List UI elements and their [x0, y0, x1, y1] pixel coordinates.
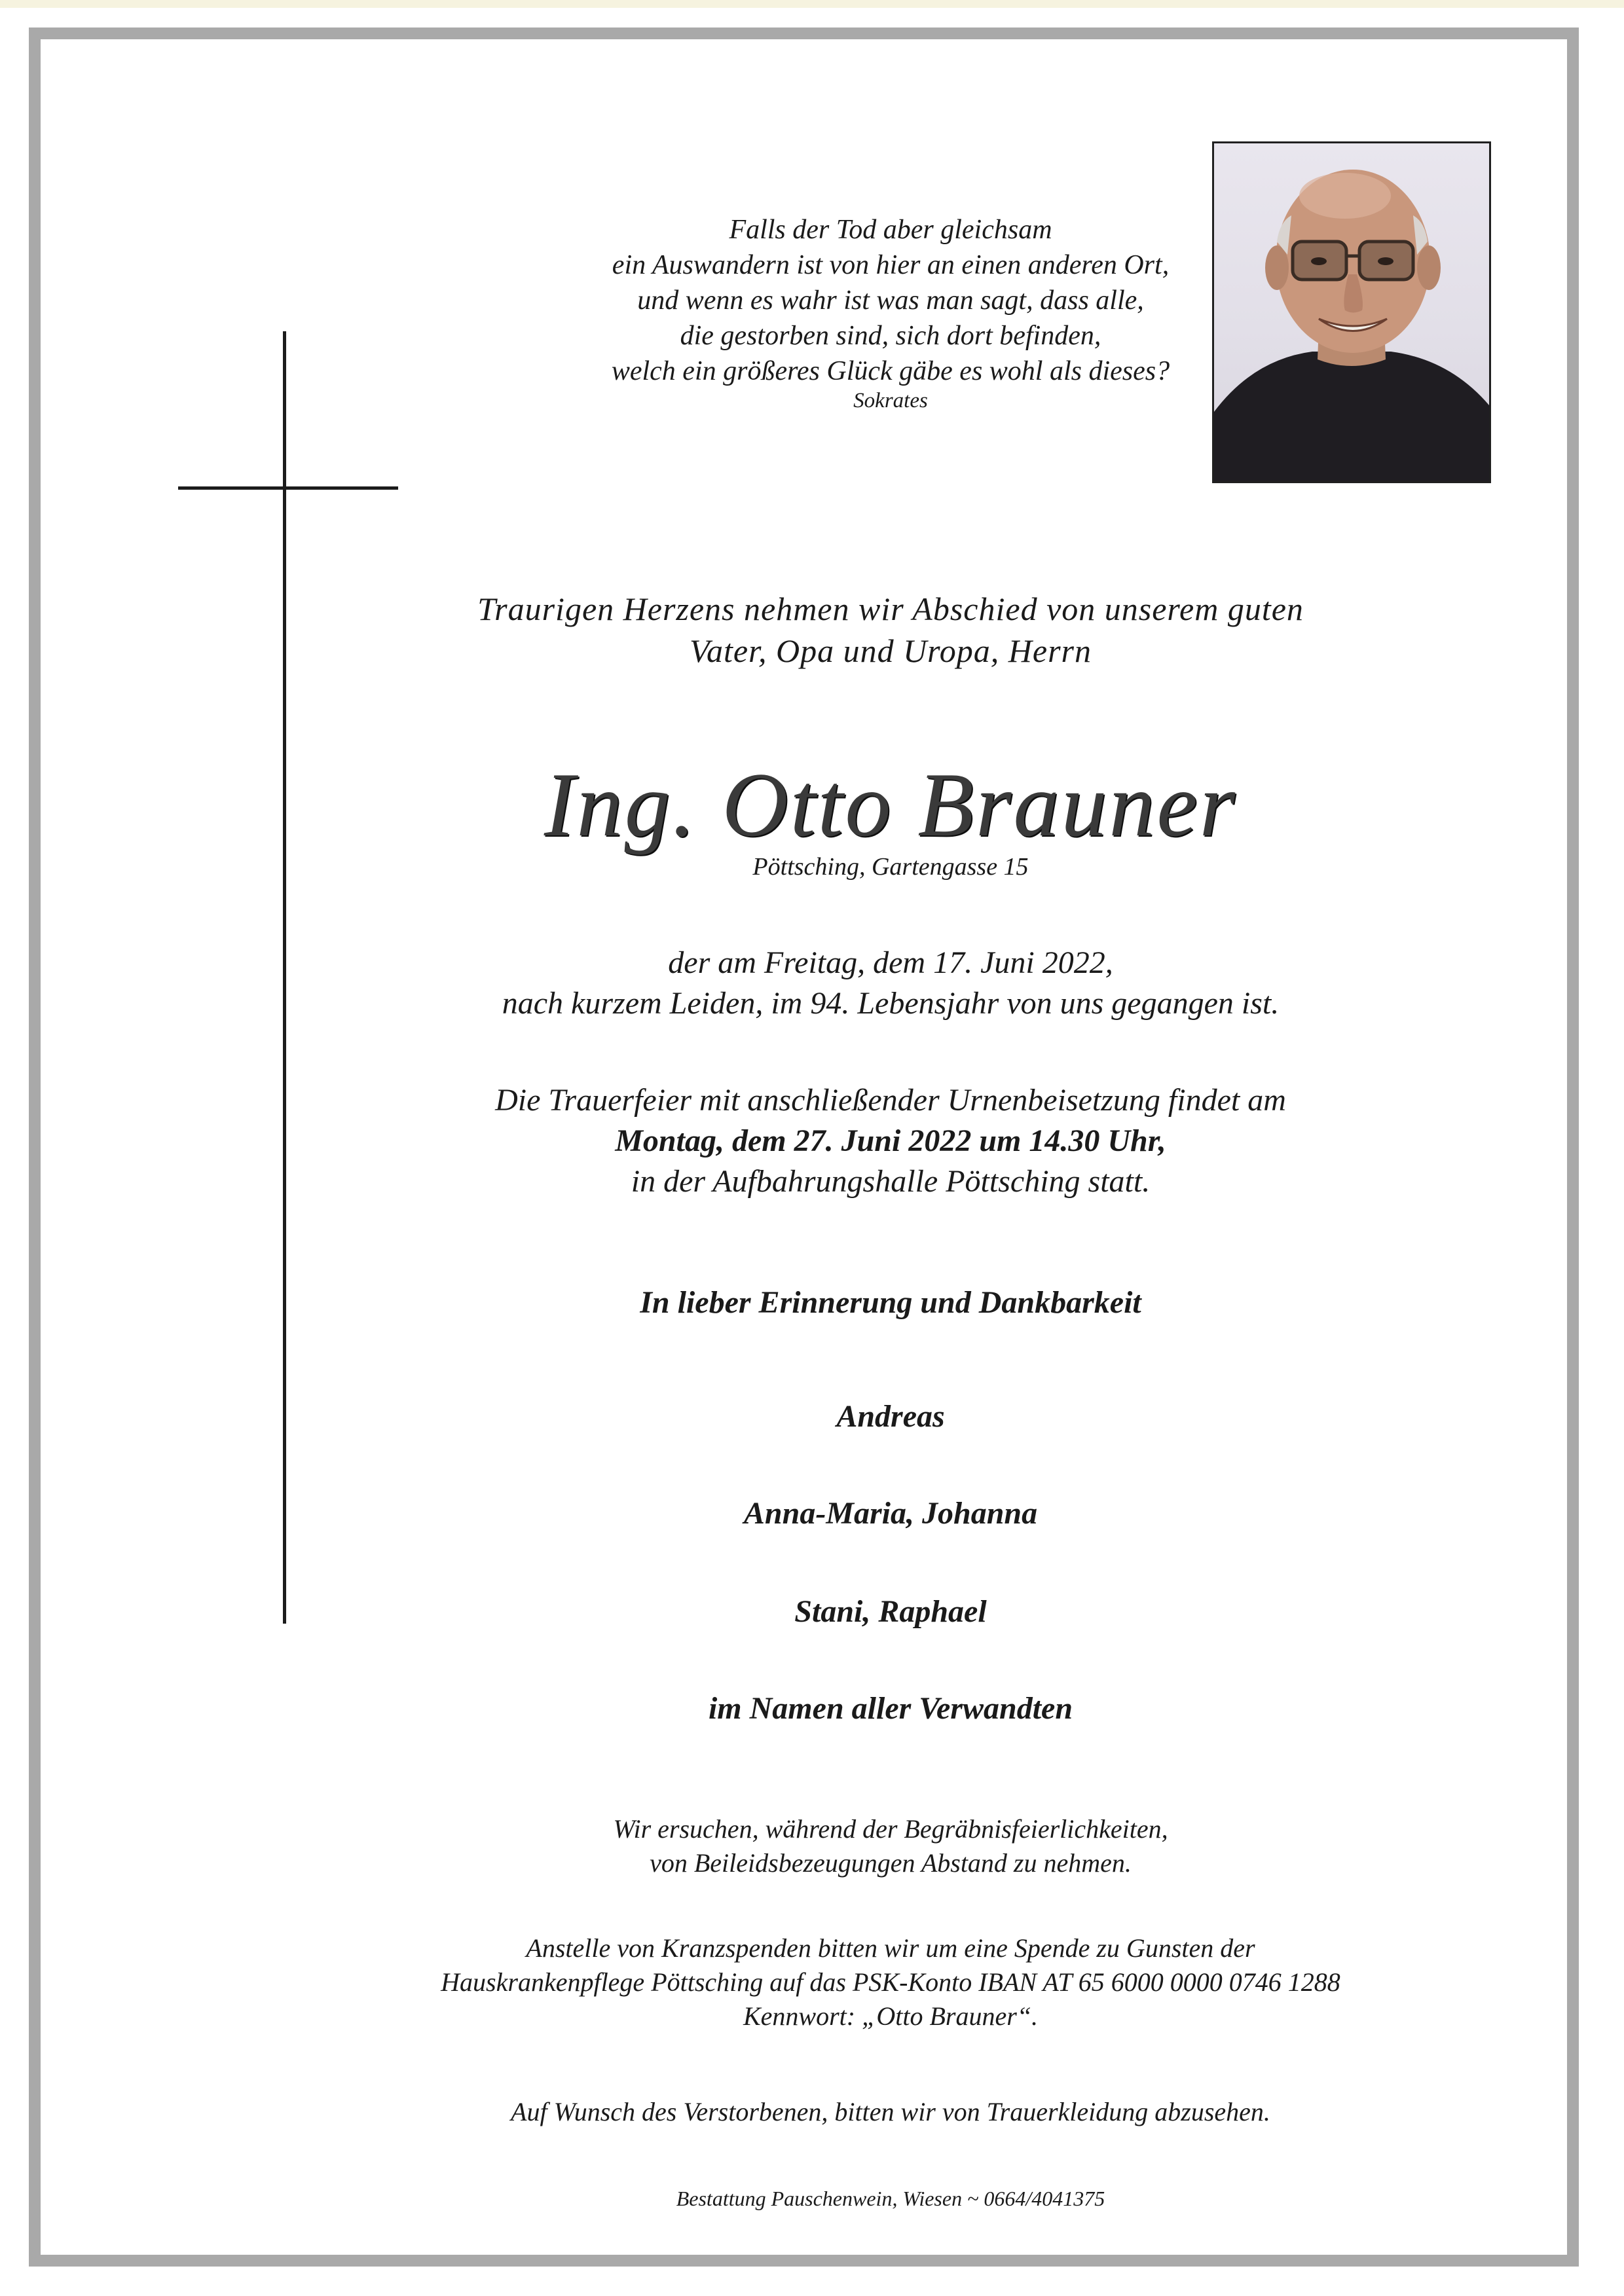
- funeral-date-time: Montag, dem 27. Juni 2022 um 14.30 Uhr,: [615, 1123, 1166, 1158]
- quote-author: Sokrates: [853, 389, 928, 412]
- cross-horizontal-bar: [178, 486, 398, 490]
- family-closing: im Namen aller Verwandten: [708, 1691, 1073, 1726]
- condolence-request: [406, 1812, 1375, 1880]
- funeral-home-footer: Bestattung Pauschenwein, Wiesen ~ 0664/4041375: [676, 2187, 1105, 2210]
- donation-notice: [406, 1931, 1375, 2033]
- funeral-line: Die Trauerfeier mit anschließender Urnenbeisetzung findet am: [495, 1083, 1286, 1118]
- quote-line: und wenn es wahr ist was man sagt, dass alle,: [637, 285, 1144, 316]
- funeral-location: in der Aufbahrungshalle Pöttsching statt.: [631, 1164, 1151, 1199]
- mourning-attire-wish: Auf Wunsch des Verstorbenen, bitten wir von Trauerkleidung abzusehen.: [511, 2097, 1270, 2126]
- farewell-intro: [406, 588, 1375, 672]
- death-notice: [406, 943, 1375, 1024]
- intro-line: Vater, Opa und Uropa, Herrn: [689, 632, 1092, 669]
- intro-line: Traurigen Herzens nehmen wir Abschied von unserem guten: [477, 591, 1304, 627]
- donation-line: Hauskrankenpflege Pöttsching auf das PSK-Konto IBAN AT 65 6000 0000 0746 1288: [441, 1967, 1340, 1997]
- death-line: nach kurzem Leiden, im 94. Lebensjahr von uns gegangen ist.: [502, 986, 1280, 1021]
- deceased-address: Pöttsching, Gartengasse 15: [752, 853, 1029, 881]
- donation-line: Anstelle von Kranzspenden bitten wir um eine Spende zu Gunsten der: [526, 1933, 1255, 1963]
- quote-line: welch ein größeres Glück gäbe es wohl als dieses?: [611, 356, 1170, 386]
- request-line: Wir ersuchen, während der Begräbnisfeierlichkeiten,: [613, 1814, 1168, 1844]
- quote-line: Falls der Tod aber gleichsam: [729, 215, 1052, 245]
- family-name: Anna-Maria, Johanna: [743, 1496, 1038, 1531]
- quote-line: die gestorben sind, sich dort befinden,: [680, 321, 1101, 351]
- donation-line: Kennwort: „Otto Brauner“.: [743, 2001, 1039, 2031]
- family-heading: In lieber Erinnerung und Dankbarkeit: [640, 1285, 1141, 1320]
- family-name: Andreas: [836, 1399, 945, 1434]
- sokrates-quote: [406, 212, 1375, 389]
- scan-top-strip: [0, 0, 1624, 8]
- deceased-name: Ing. Otto Brauner: [544, 754, 1238, 856]
- cross-vertical-bar: [283, 331, 286, 1624]
- quote-line: ein Auswandern ist von hier an einen anderen Ort,: [612, 250, 1170, 280]
- death-line: der am Freitag, dem 17. Juni 2022,: [668, 945, 1113, 980]
- family-name: Stani, Raphael: [794, 1594, 987, 1629]
- request-line: von Beileidsbezeugungen Abstand zu nehmen.: [650, 1848, 1132, 1878]
- funeral-details: [406, 1080, 1375, 1202]
